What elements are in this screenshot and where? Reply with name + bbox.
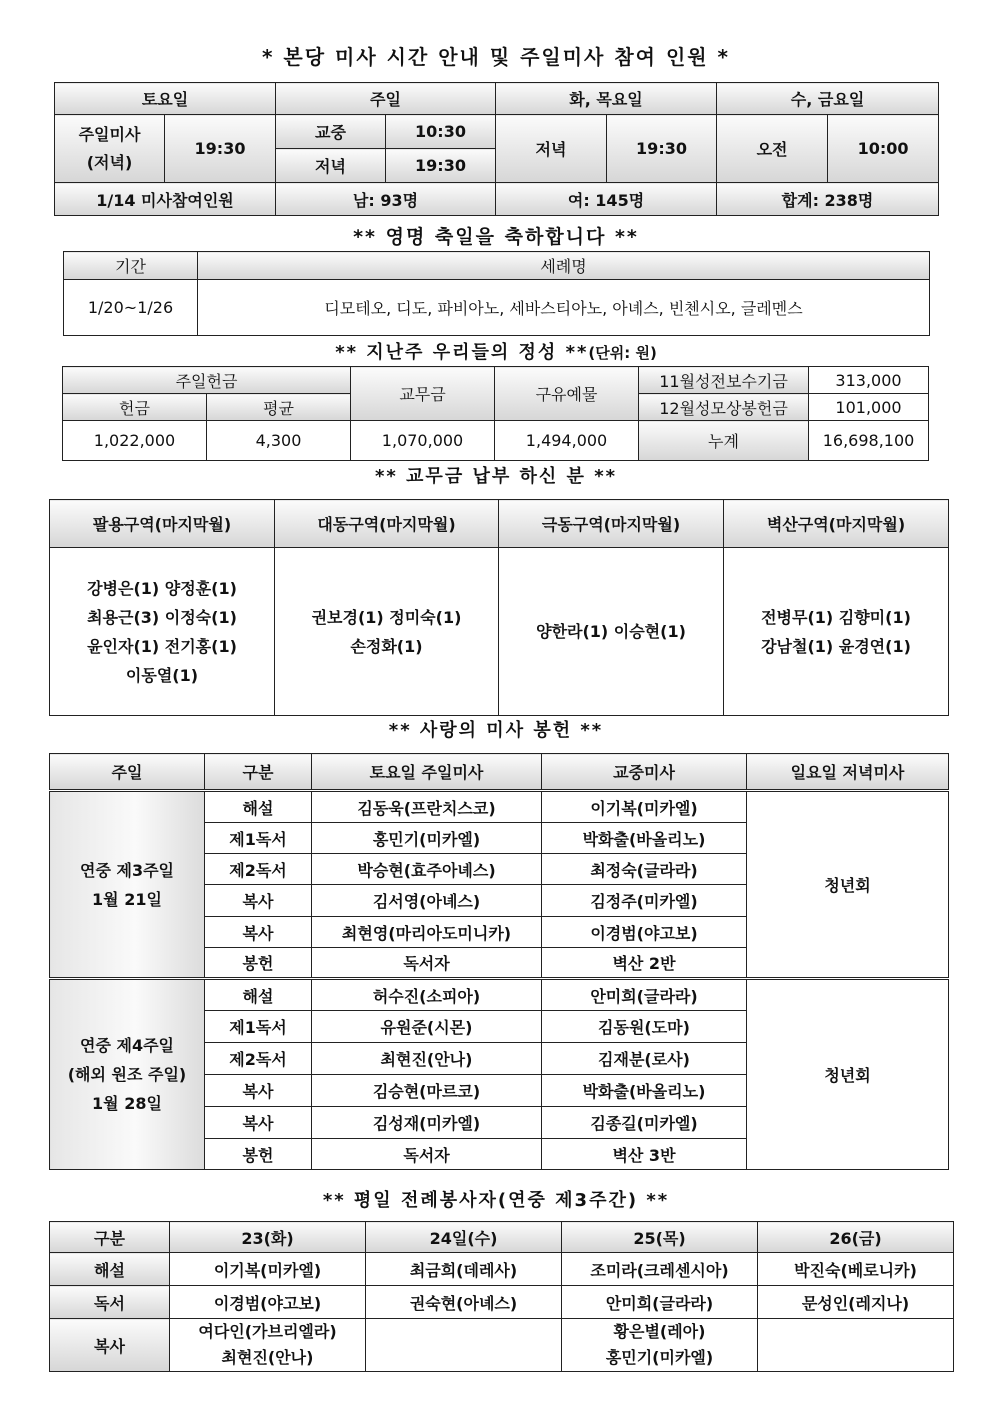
love-header-sunday: 주일 (50, 754, 205, 791)
evening-server: 청년회 (747, 791, 949, 979)
saturday-server: 최현진(안나) (312, 1043, 542, 1075)
role-cell: 복사 (205, 1075, 312, 1107)
server-line: 최현진(안나) (221, 1348, 314, 1367)
saturday-server: 독서자 (312, 1139, 542, 1170)
saturday-server: 김동욱(프란치스코) (312, 791, 542, 823)
feast-table (63, 251, 930, 336)
week-label-line: (해외 원조 주일) (67, 1065, 187, 1084)
mass-times-table (54, 82, 939, 216)
offering-unit: (단위: 원) (588, 344, 657, 362)
zone-byeoksan-names (724, 548, 949, 716)
week-label-line: 1월 28일 (92, 1094, 162, 1113)
dues-value: 1,070,000 (351, 421, 495, 461)
saturday-server: 허수진(소피아) (312, 979, 542, 1011)
avg-value: 4,300 (207, 421, 351, 461)
payer-line: 권보경(1) 정미숙(1) (311, 607, 462, 627)
feast-names-header: 세례명 (198, 252, 930, 280)
attendance-male: 남: 93명 (276, 183, 496, 216)
tue-thu-label: 저녁 (496, 115, 607, 183)
weekday-header-role: 구분 (50, 1222, 170, 1253)
weekday-table (49, 1221, 954, 1372)
weekday-server: 이경범(야고보) (170, 1286, 366, 1319)
main-server: 박화출(바올리노) (542, 1075, 747, 1107)
role-cell: 봉헌 (205, 948, 312, 979)
role-cell: 복사 (205, 917, 312, 948)
weekday-role: 독서 (50, 1286, 170, 1319)
week-label-line: 연중 제4주일 (80, 1036, 174, 1055)
zone-daedong-header: 대동구역(마지막월) (275, 500, 499, 548)
weekday-server: 박진숙(베로니카) (758, 1253, 954, 1286)
saturday-server: 유원준(시몬) (312, 1011, 542, 1043)
zone-geukdong-header: 극동구역(마지막월) (499, 500, 724, 548)
feast-period-header: 기간 (64, 252, 198, 280)
role-cell: 제1독서 (205, 823, 312, 854)
cumulative-value: 16,698,100 (809, 421, 929, 461)
relic-value: 1,494,000 (495, 421, 639, 461)
sunday-main-time: 10:30 (386, 115, 496, 149)
main-server: 김재분(로사) (542, 1043, 747, 1075)
zone-geukdong-names (499, 548, 724, 716)
dec-fund-label: 12월성모상봉헌금 (639, 394, 809, 421)
weekday-role: 복사 (50, 1319, 170, 1372)
week-label-line: 연중 제3주일 (80, 860, 174, 880)
love-mass-title: ** 사랑의 미사 봉헌 ** (388, 720, 604, 741)
weekday-header-thu: 25(목) (562, 1222, 758, 1253)
payer-line: 전병무(1) 김향미(1) (761, 607, 911, 627)
header-tue-thu: 화, 목요일 (496, 83, 717, 115)
main-server: 박화출(바올리노) (542, 823, 747, 854)
week-label (50, 979, 205, 1170)
payer-line: 강남철(1) 윤경연(1) (761, 636, 911, 656)
zone-byeoksan-header: 벽산구역(마지막월) (724, 500, 949, 548)
attendance-female: 여: 145명 (496, 183, 717, 216)
sunday-evening-label: 저녁 (276, 149, 386, 183)
offering-table (62, 366, 929, 461)
weekday-header-wed: 24일(수) (366, 1222, 562, 1253)
love-header-main: 교중미사 (542, 754, 747, 791)
zone-daedong-names (275, 548, 499, 716)
feast-period: 1/20~1/26 (64, 280, 198, 336)
dues-payers-table (49, 499, 949, 716)
attendance-total: 합계: 238명 (717, 183, 939, 216)
server-line: 홍민기(미카엘) (605, 1348, 714, 1367)
role-cell: 제2독서 (205, 854, 312, 885)
role-cell: 제1독서 (205, 1011, 312, 1043)
payer-line: 이동열(1) (125, 665, 199, 685)
payer-line: 강병은(1) 양정훈(1) (87, 578, 237, 598)
role-cell: 해설 (205, 979, 312, 1011)
love-header-saturday: 토요일 주일미사 (312, 754, 542, 791)
dec-fund-value: 101,000 (809, 394, 929, 421)
sunday-main-label: 교중 (276, 115, 386, 149)
weekday-server (366, 1319, 562, 1372)
weekday-server (170, 1319, 366, 1372)
main-server: 벽산 3반 (542, 1139, 747, 1170)
cash-value: 1,022,000 (63, 421, 207, 461)
payer-line: 양한라(1) 이승현(1) (536, 622, 686, 641)
main-server: 벽산 2반 (542, 948, 747, 979)
weekday-server: 최금희(데레사) (366, 1253, 562, 1286)
main-server: 김동원(도마) (542, 1011, 747, 1043)
saturday-server: 홍민기(미카엘) (312, 823, 542, 854)
mass-times-title: * 본당 미사 시간 안내 및 주일미사 참여 인원 * (261, 45, 731, 69)
attendance-label: 1/14 미사참여인원 (55, 183, 276, 216)
weekday-server: 문성인(레지나) (758, 1286, 954, 1319)
role-cell: 복사 (205, 1107, 312, 1139)
weekday-role: 해설 (50, 1253, 170, 1286)
avg-header: 평균 (207, 394, 351, 421)
wed-fri-label: 오전 (717, 115, 828, 183)
zone-palyong-names (50, 548, 275, 716)
saturday-time: 19:30 (165, 115, 276, 183)
sunday-offering-header: 주일헌금 (63, 367, 351, 394)
evening-server: 청년회 (747, 979, 949, 1170)
weekday-header-fri: 26(금) (758, 1222, 954, 1253)
weekday-server (562, 1319, 758, 1372)
dues-header: 교무금 (351, 367, 495, 421)
saturday-label (55, 115, 165, 183)
saturday-server: 김서영(아녜스) (312, 885, 542, 917)
nov-fund-value: 313,000 (809, 367, 929, 394)
love-header-evening: 일요일 저녁미사 (747, 754, 949, 791)
weekday-server: 권숙현(아녜스) (366, 1286, 562, 1319)
main-server: 최정숙(글라라) (542, 854, 747, 885)
role-cell: 해설 (205, 791, 312, 823)
weekday-header-tue: 23(화) (170, 1222, 366, 1253)
role-cell: 복사 (205, 885, 312, 917)
love-header-role: 구분 (205, 754, 312, 791)
main-server: 김종길(미카엘) (542, 1107, 747, 1139)
week-label-line: 1월 21일 (92, 889, 162, 909)
payer-line: 윤인자(1) 전기홍(1) (87, 636, 237, 656)
weekday-server: 조미라(크레센시아) (562, 1253, 758, 1286)
saturday-server: 김승현(마르코) (312, 1075, 542, 1107)
week-label (50, 791, 205, 979)
header-saturday: 토요일 (55, 83, 276, 115)
header-sunday: 주일 (276, 83, 496, 115)
main-server: 김정주(미카엘) (542, 885, 747, 917)
weekday-server (758, 1319, 954, 1372)
header-wed-fri: 수, 금요일 (717, 83, 939, 115)
zone-palyong-header: 팔용구역(마지막월) (50, 500, 275, 548)
main-server: 이경범(야고보) (542, 917, 747, 948)
feast-names: 디모테오, 디도, 파비아노, 세바스티아노, 아녜스, 빈첸시오, 글레멘스 (198, 280, 930, 336)
saturday-server: 최현영(마리아도미니카) (312, 917, 542, 948)
main-server: 안미희(글라라) (542, 979, 747, 1011)
saturday-label-line2: (저녁) (86, 152, 133, 172)
relic-header: 구유예물 (495, 367, 639, 421)
main-server: 이기복(미카엘) (542, 791, 747, 823)
feast-title: ** 영명 축일을 축하합니다 ** (353, 226, 639, 248)
cumulative-label: 누계 (639, 421, 809, 461)
wed-fri-time: 10:00 (828, 115, 939, 183)
server-line: 여다인(가브리엘라) (198, 1322, 337, 1341)
cash-header: 헌금 (63, 394, 207, 421)
offering-title (0, 338, 992, 364)
nov-fund-label: 11월성전보수기금 (639, 367, 809, 394)
dues-payers-title: ** 교무금 납부 하신 분 ** (374, 466, 618, 487)
saturday-server: 박승현(효주아녜스) (312, 854, 542, 885)
tue-thu-time: 19:30 (607, 115, 717, 183)
offering-title-text: ** 지난주 우리들의 정성 ** (335, 342, 589, 363)
sunday-evening-time: 19:30 (386, 149, 496, 183)
server-line: 황은별(레아) (613, 1322, 706, 1341)
role-cell: 제2독서 (205, 1043, 312, 1075)
love-mass-table (49, 753, 949, 1170)
payer-line: 손정화(1) (350, 636, 423, 656)
weekday-server: 안미희(글라라) (562, 1286, 758, 1319)
weekday-server: 이기복(미카엘) (170, 1253, 366, 1286)
saturday-server: 독서자 (312, 948, 542, 979)
saturday-label-line1: 주일미사 (78, 124, 141, 144)
saturday-server: 김성재(미카엘) (312, 1107, 542, 1139)
weekday-title: ** 평일 전례봉사자(연중 제3주간) ** (322, 1190, 670, 1211)
role-cell: 봉헌 (205, 1139, 312, 1170)
payer-line: 최용근(3) 이정숙(1) (87, 607, 237, 627)
